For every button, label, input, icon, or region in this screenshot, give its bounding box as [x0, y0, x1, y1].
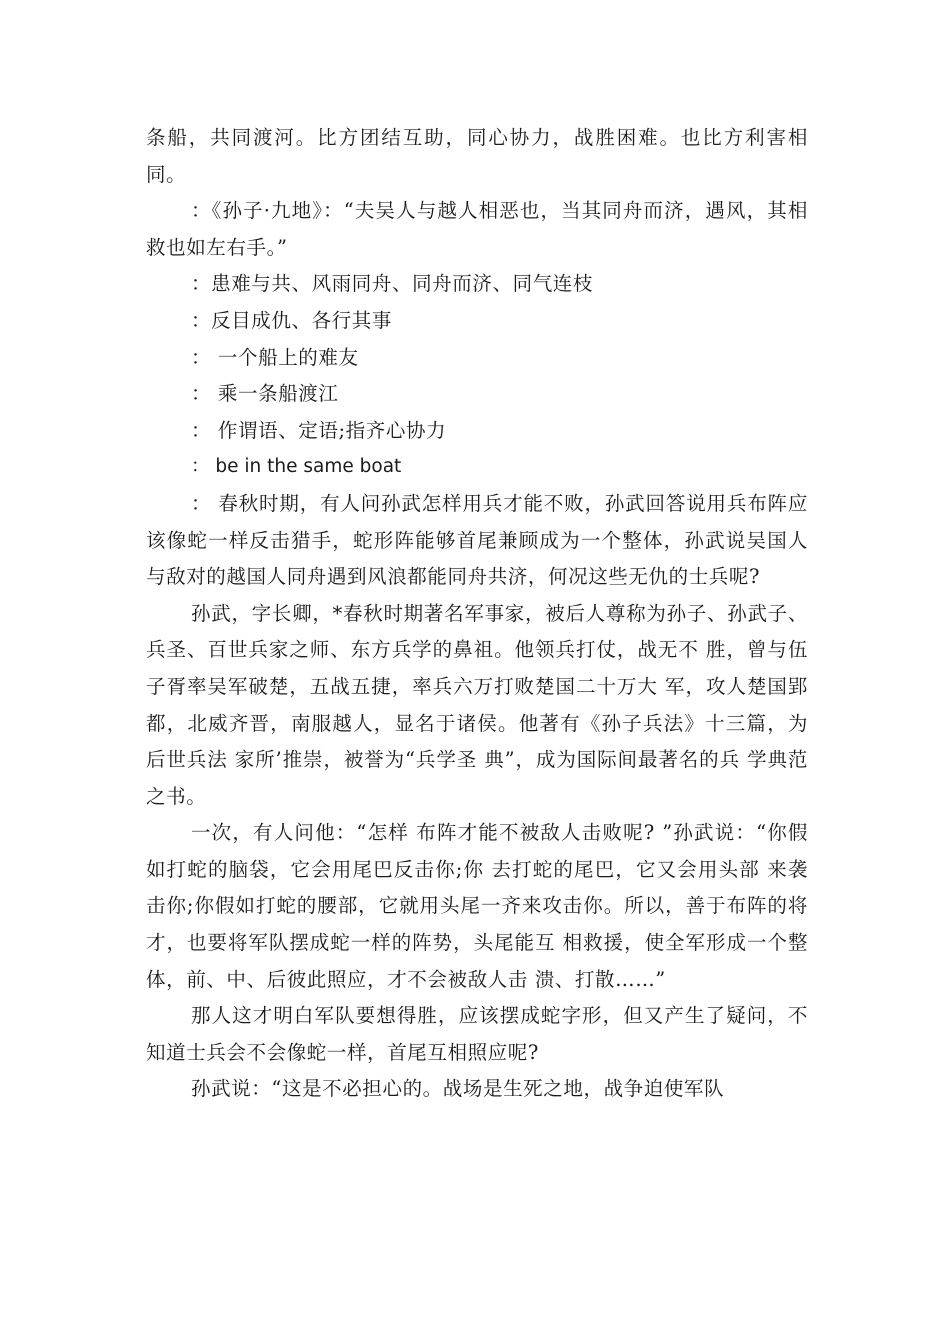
paragraph-usage: ： 作谓语、定语;指齐心协力 [191, 418, 447, 442]
paragraph-dialogue: 一次，有人问他：“怎样 布阵才能不被敌人击败呢? ”孙武说：“你假如打蛇的脑袋，它会用尾巴反击你;你 去打蛇的尾巴，它又会用头部 来袭击你;你假如打蛇的腰部，它就用头尾一齐来攻击你。所以，善于布阵的将才，也要将军队摆成蛇一样的阵势，头尾能互 相救援，使全军形成一个整体，前、中、后彼此照应，才不会被敌人击 溃、打散……” [146, 821, 808, 991]
paragraph-example: ： 乘一条船渡江 [191, 382, 339, 406]
document-body [146, 120, 808, 1108]
paragraph-story-summary: ： 春秋时期，有人问孙武怎样用兵才能不败，孙武回答说用兵布阵应该像蛇一样反击猎手，蛇形阵能够首尾兼顾成为一个整体，孙武说吴国人与敌对的越国人同舟遇到风浪都能同舟共济，何况这些无仇的士兵呢? [146, 491, 808, 589]
paragraph-definition: 条船，共同渡河。比方团结互助，同心协力，战胜困难。也比方利害相同。 [146, 126, 808, 186]
paragraph-english: ： be in the same boat [191, 456, 402, 478]
paragraph-synonyms: ：患难与共、风雨同舟、同舟而济、同气连枝 [191, 272, 594, 296]
paragraph-source: ：《孙子·九地》：“夫吴人与越人相恶也，当其同舟而济，遇风，其相救也如左右手。” [146, 199, 808, 259]
paragraph-antonyms: ：反目成仇、各行其事 [191, 308, 393, 332]
paragraph-answer: 孙武说：“这是不必担心的。战场是生死之地，战争迫使军队 [191, 1077, 725, 1101]
paragraph-sunwu-bio: 孙武，字长卿，*春秋时期著名军事家，被后人尊称为孙子、孙武子、兵圣、百世兵家之师、东方兵学的鼻祖。他领兵打仗，战无不 胜，曾与伍子胥率吴军破楚，五战五捷，率兵六万打败楚国二十万大 军，攻人楚国郢都，北威齐晋，南服越人，显名于诸侯。他著有《孙子兵法》十三篇，为后世兵法 家所’推崇，被誉为“兵学圣 典”，成为国际间最著名的兵 学典范之书。 [146, 601, 808, 808]
paragraph-riddle: ： 一个船上的难友 [191, 345, 359, 369]
paragraph-question: 那人这才明白军队要想得胜，应该摆成蛇字形，但又产生了疑问，不知道士兵会不会像蛇一样，首尾互相照应呢? [146, 1004, 808, 1064]
